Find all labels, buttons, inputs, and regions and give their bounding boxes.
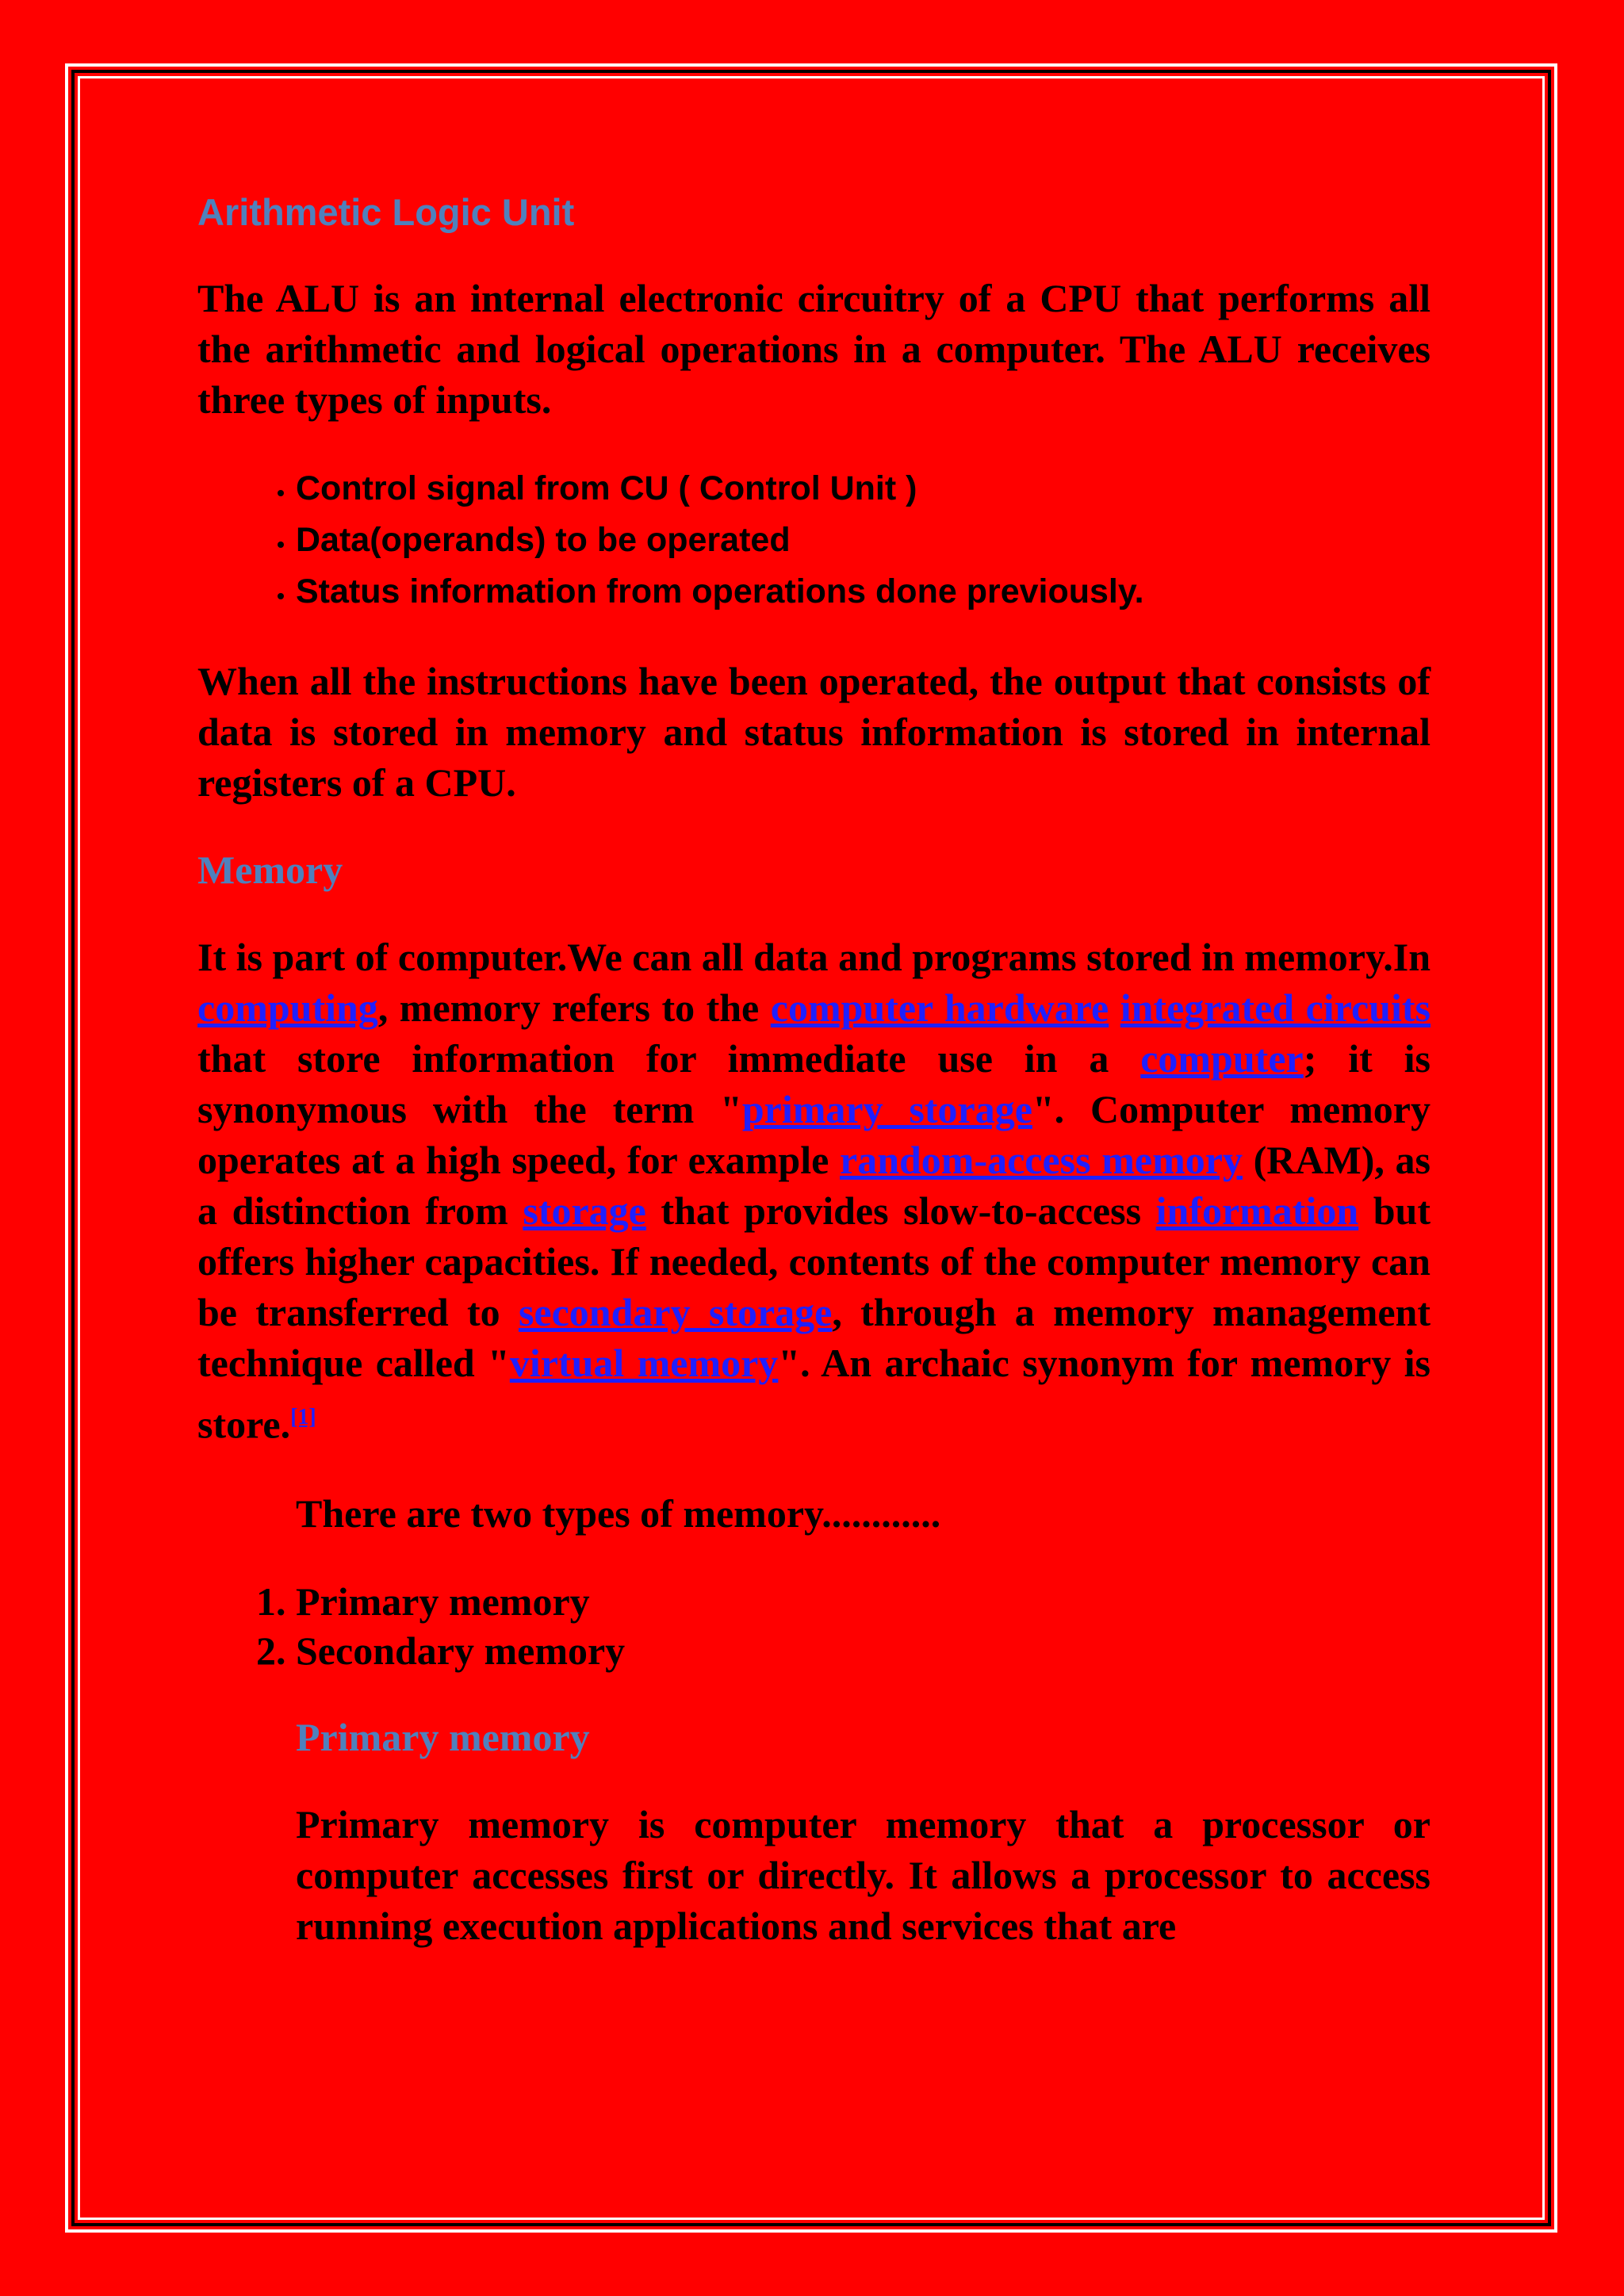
link-information[interactable]: information <box>1155 1188 1359 1234</box>
memory-text-10: , through a memory management technique called " <box>197 1290 1431 1386</box>
link-computer-hardware[interactable]: computer hardware <box>770 985 1109 1031</box>
link-secondary-storage[interactable]: secondary storage <box>518 1290 833 1335</box>
link-integrated-circuits[interactable]: integrated circuits <box>1120 985 1431 1031</box>
link-computing[interactable]: computing <box>197 985 378 1031</box>
list-item: • Status information from operations done previously. <box>296 566 1431 618</box>
memory-text-1: It is part of computer.We can all data and programs stored in memory.In <box>197 935 1431 980</box>
document-body <box>197 190 1431 1989</box>
memory-text-4: that store information for immediate use in a <box>197 1036 1141 1081</box>
list-item: 2. Secondary memory <box>296 1626 1431 1675</box>
link-virtual-memory[interactable]: virtual memory <box>509 1341 779 1386</box>
footnote-link[interactable]: [1] <box>290 1405 316 1430</box>
memory-types-intro: There are two types of memory............ <box>296 1491 941 1536</box>
memory-text-7: (RAM), as a distinction from <box>197 1138 1431 1234</box>
link-storage[interactable]: storage <box>523 1188 646 1234</box>
memory-heading: Memory <box>197 848 343 893</box>
primary-memory-paragraph: Primary memory is computer memory that a processor or computer accesses first or directly. It allows a processor to access running execution applications and services that are <box>296 1802 1431 1949</box>
alu-intro-paragraph: The ALU is an internal electronic circuitry of a CPU that performs all the arithmetic and logical operations in a computer. The ALU receives three types of inputs. <box>197 276 1431 423</box>
link-computer[interactable]: computer <box>1140 1036 1304 1081</box>
primary-memory-heading: Primary memory <box>296 1715 590 1760</box>
alu-output-paragraph: When all the instructions have been operated, the output that consists of data is stored in memory and status information is stored in internal registers of a CPU. <box>197 659 1431 806</box>
memory-text-3 <box>1109 985 1120 1030</box>
link-primary-storage[interactable]: primary storage <box>741 1087 1032 1132</box>
link-random-access-memory[interactable]: random-access memory <box>840 1138 1243 1183</box>
list-item: • Control signal from CU ( Control Unit ) <box>296 463 1431 515</box>
list-item: 1. Primary memory <box>296 1577 1431 1626</box>
memory-text-2: , memory refers to the <box>377 985 771 1031</box>
memory-paragraph <box>197 932 1431 1450</box>
memory-text-5: ; it is synonymous with the term " <box>197 1036 1431 1132</box>
list-item: • Data(operands) to be operated <box>296 515 1431 566</box>
alu-input-list <box>197 463 1431 618</box>
memory-types-list <box>197 1577 1431 1675</box>
memory-text-6: ". Computer memory operates at a high speed, for example <box>197 1087 1431 1183</box>
memory-text-9: but offers higher capacities. If needed, contents of the computer memory can be transferred to <box>197 1188 1431 1335</box>
alu-heading: Arithmetic Logic Unit <box>197 191 575 233</box>
memory-text-11: ". An archaic synonym for memory is store. <box>197 1341 1431 1448</box>
memory-text-8: that provides slow-to-access <box>645 1188 1156 1234</box>
